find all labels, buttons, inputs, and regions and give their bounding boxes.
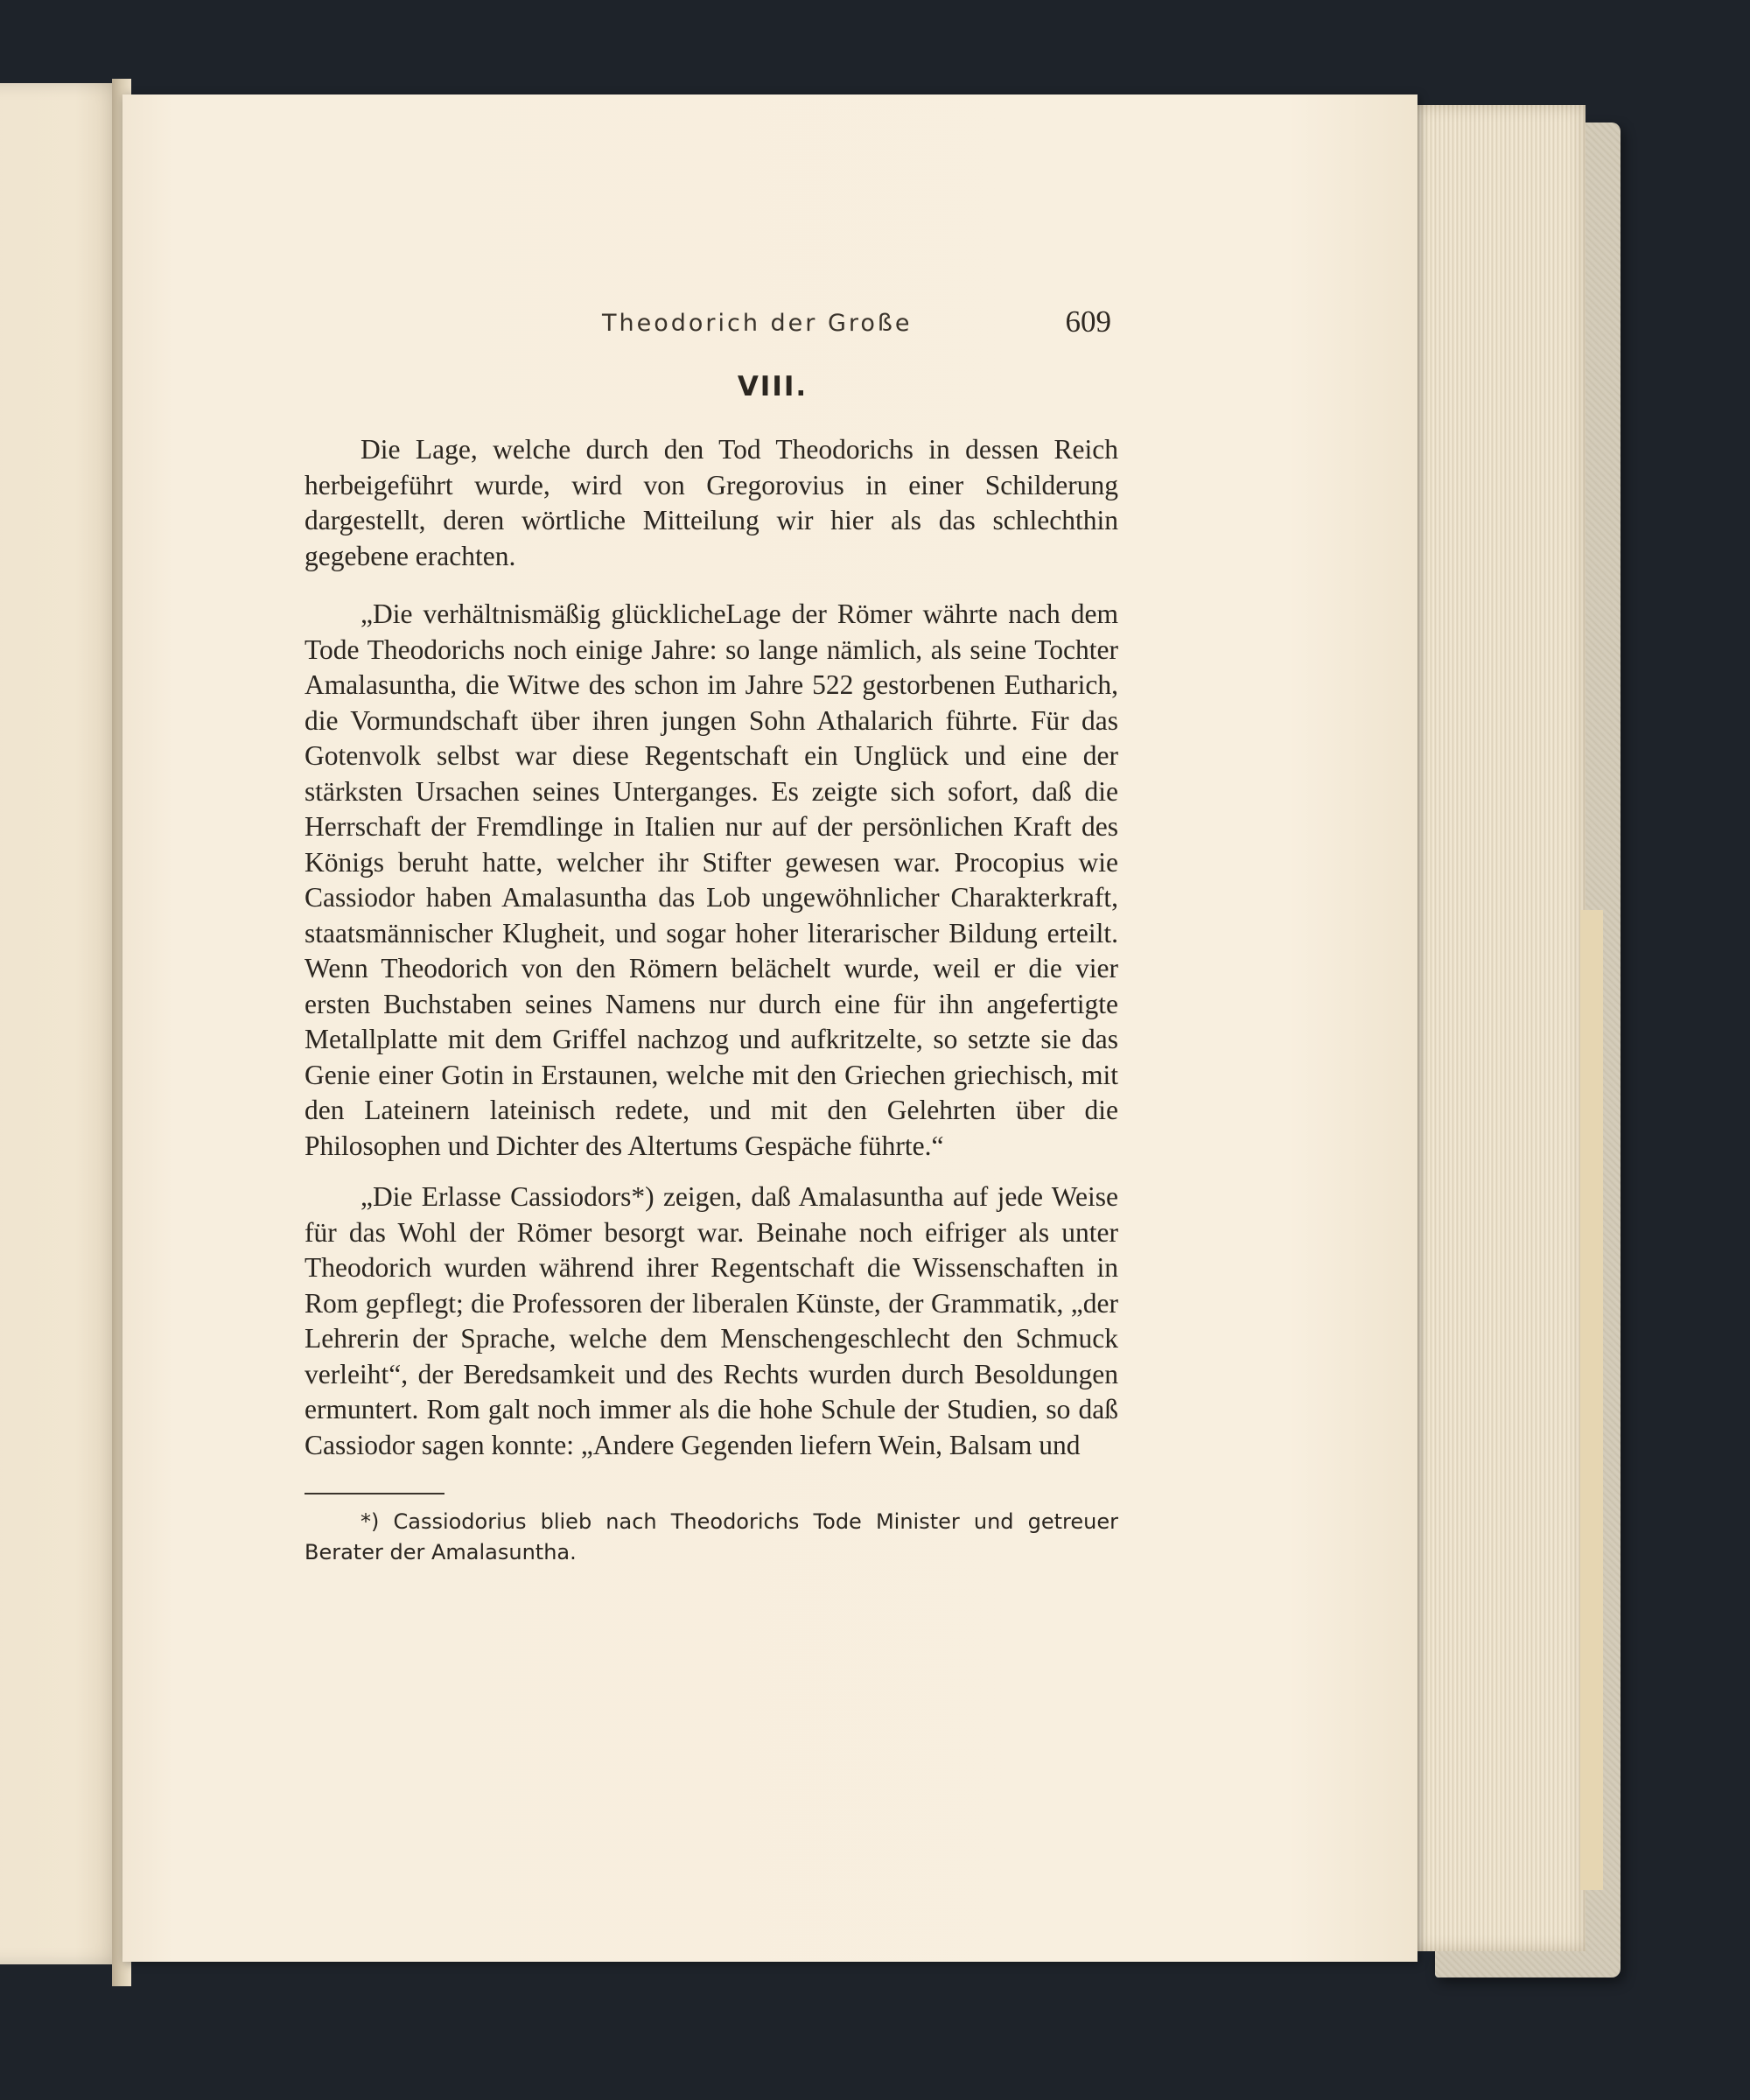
paragraph-quote-1: „Die verhältnismäßig glücklicheLage der Römer währte nach dem Tode Theodorichs noch einige Jahre: so lange nämlich, als seine Tochter Amalasuntha, die Witwe des schon im Jahre 522 gestorbenen Eutharich, die Vormundschaft über ihren jungen Sohn Athalarich führte. Für das Gotenvolk selbst war diese Regentschaft ein Unglück und eine der stärksten Ursachen seines Unterganges. Es zeigte sich sofort, daß die Herrschaft der Fremdlinge in Italien nur auf der persönlichen Kraft des Königs beruht hatte, welcher ihr Stifter gewesen war. Procopius wie Cassiodor haben Amalasuntha das Lob ungewöhnlicher Charakterkraft, staatsmännischer Klugheit, und sogar hoher literarischer Bildung erteilt. Wenn Theodorich von den Römern belächelt wurde, weil er die vier ersten Buchstaben seines Namens nur durch eine für ihn angefertigte Metallplatte mit dem Griffel nachzog und aufkritzelte, so setzte sie das Genie einer Gotin in Erstaunen, welche mit den Griechen griechisch, mit den Lateinern lateinisch redete, und mit den Gelehrten über die Philosophen und Dichter des Altertums Gespäche führte.“: [304, 598, 1118, 1161]
page-edges: [1410, 105, 1586, 1951]
book-page: [122, 94, 1418, 1962]
section-heading: VIII.: [737, 371, 808, 402]
footnote-rule: [304, 1493, 444, 1494]
bookmark-strip: [1580, 910, 1603, 1890]
paragraph-quote-2: „Die Erlasse Cassiodors*) zeigen, daß Amalasuntha auf jede Weise für das Wohl der Römer besorgt war. Beinahe noch eifriger als unter Theodorich wurden während ihrer Regentschaft die Wissenschaften in Rom gepflegt; die Professoren der liberalen Künste, der Grammatik, „der Lehrerin der Sprache, welche dem Menschengeschlecht den Schmuck verleiht“, der Beredsamkeit und des Rechts wurden durch Besoldungen ermuntert. Rom galt noch immer als die hohe Schule der Studien, so daß Cassiodor sagen konnte: „Andere Gegenden liefern Wein, Balsam und: [304, 1181, 1118, 1460]
page-text-block: [304, 304, 1242, 1568]
running-head: [304, 304, 1242, 366]
page-number: 609: [1065, 304, 1111, 339]
paragraph-intro: Die Lage, welche durch den Tod Theodorichs in dessen Reich herbeigeführt wurde, wird von Gregorovius in einer Schilderung dargestellt, deren wörtliche Mitteilung wir hier als das schlechthin gegebene erachten.: [304, 434, 1118, 571]
footnote: *) Cassiodorius blieb nach Theodorichs Tode Minister und getreuer Berater der Amalasuntha.: [304, 1509, 1118, 1564]
left-facing-page: [0, 83, 122, 1964]
running-title: Theodorich der Große: [602, 310, 913, 337]
